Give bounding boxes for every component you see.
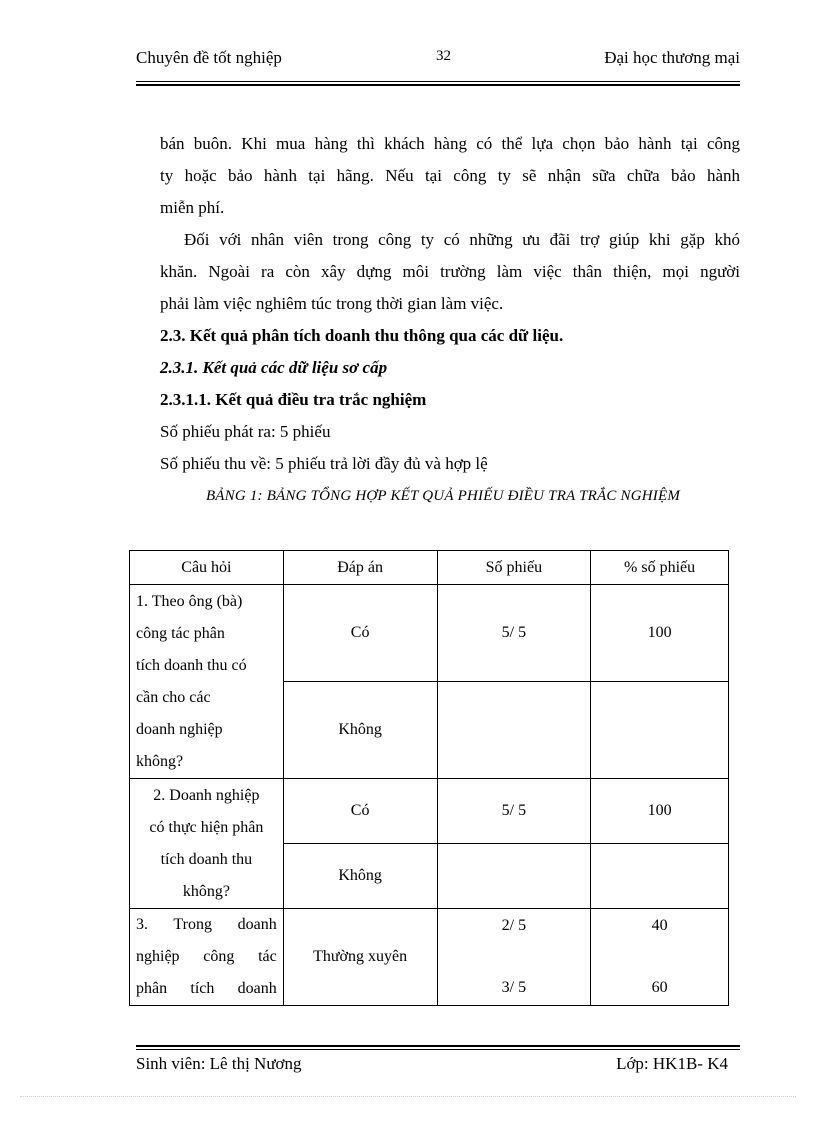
question-3: 3. Trong doanh nghiệp công tác phân tích doanh bbox=[130, 909, 284, 1006]
paragraph-1-line-2: ty hoặc bảo hành tại hãng. Nếu tại công ty sẽ nhận sữa chữa bảo hành bbox=[160, 166, 740, 185]
section-heading-2-3-1: 2.3.1. Kết quả các dữ liệu sơ cấp bbox=[160, 358, 388, 377]
issued-count: Số phiếu phát ra: 5 phiếu bbox=[160, 422, 331, 441]
header-answer: Đáp án bbox=[283, 551, 437, 585]
answer-cell: Có bbox=[283, 779, 437, 844]
count-cell bbox=[437, 682, 591, 779]
paragraph-1-line-3: miễn phí. bbox=[160, 198, 225, 217]
header-thesis-title: Chuyên đề tốt nghiệp bbox=[136, 48, 282, 67]
page-header bbox=[136, 48, 740, 74]
header-rule-thin bbox=[136, 81, 740, 82]
header-university: Đại học thương mại bbox=[604, 48, 740, 67]
answer-cell: Có bbox=[283, 585, 437, 682]
footer-student: Sinh viên: Lê thị Nương bbox=[136, 1054, 302, 1073]
table-row bbox=[130, 779, 729, 844]
header-count: Số phiếu bbox=[437, 551, 591, 585]
table-row bbox=[130, 909, 729, 1006]
paragraph-2-line-2: khăn. Ngoài ra còn xây dựng môi trường làm việc thân thiện, mọi người bbox=[160, 262, 740, 281]
count-cell bbox=[437, 909, 591, 1006]
footer-rule-thin bbox=[136, 1049, 740, 1050]
answer-cell: Không bbox=[283, 844, 437, 909]
table-header-row bbox=[130, 551, 729, 585]
count-cell bbox=[437, 844, 591, 909]
page-bottom-divider bbox=[20, 1096, 796, 1097]
body-text bbox=[160, 128, 740, 480]
header-rule-thick bbox=[136, 84, 740, 86]
percent-cell bbox=[591, 682, 729, 779]
survey-results-table bbox=[129, 550, 729, 1006]
page-number: 32 bbox=[436, 48, 451, 64]
question-2: 2. Doanh nghiệp có thực hiện phân tích doanh thu không? bbox=[130, 779, 284, 909]
percent-cell bbox=[591, 909, 729, 1006]
count-value: 3/ 5 bbox=[501, 979, 527, 996]
percent-value: 60 bbox=[651, 979, 668, 996]
percent-cell bbox=[591, 844, 729, 909]
section-heading-2-3: 2.3. Kết quả phân tích doanh thu thông qua các dữ liệu. bbox=[160, 326, 564, 345]
table-caption: BẢNG 1: BẢNG TỔNG HỢP KẾT QUẢ PHIẾU ĐIỀU TRA TRẮC NGHIỆM bbox=[205, 488, 681, 504]
paragraph-2-line-3: phải làm việc nghiêm túc trong thời gian làm việc. bbox=[160, 294, 504, 313]
paragraph-2-line-1: Đối với nhân viên trong công ty có những ưu đãi trợ giúp khi gặp khó bbox=[184, 230, 740, 249]
footer-class: Lớp: HK1B- K4 bbox=[616, 1054, 728, 1073]
section-heading-2-3-1-1: 2.3.1.1. Kết quả điều tra trắc nghiệm bbox=[160, 390, 427, 409]
answer-cell: Thường xuyên bbox=[283, 909, 437, 1006]
percent-value: 40 bbox=[651, 917, 668, 934]
table-row bbox=[130, 585, 729, 682]
percent-cell: 100 bbox=[591, 779, 729, 844]
paragraph-1-line-1: bán buôn. Khi mua hàng thì khách hàng có thể lựa chọn bảo hành tại công bbox=[160, 134, 740, 153]
answer-cell: Không bbox=[283, 682, 437, 779]
count-value: 2/ 5 bbox=[501, 917, 527, 934]
question-1: 1. Theo ông (bà) công tác phân tích doanh thu có cần cho các doanh nghiệp không? bbox=[130, 585, 284, 779]
count-cell: 5/ 5 bbox=[437, 585, 591, 682]
percent-cell: 100 bbox=[591, 585, 729, 682]
count-cell: 5/ 5 bbox=[437, 779, 591, 844]
returned-count: Số phiếu thu về: 5 phiếu trả lời đầy đủ và hợp lệ bbox=[160, 454, 488, 473]
footer-rule-thick bbox=[136, 1045, 740, 1047]
header-question: Câu hỏi bbox=[130, 551, 284, 585]
header-percent: % số phiếu bbox=[591, 551, 729, 585]
